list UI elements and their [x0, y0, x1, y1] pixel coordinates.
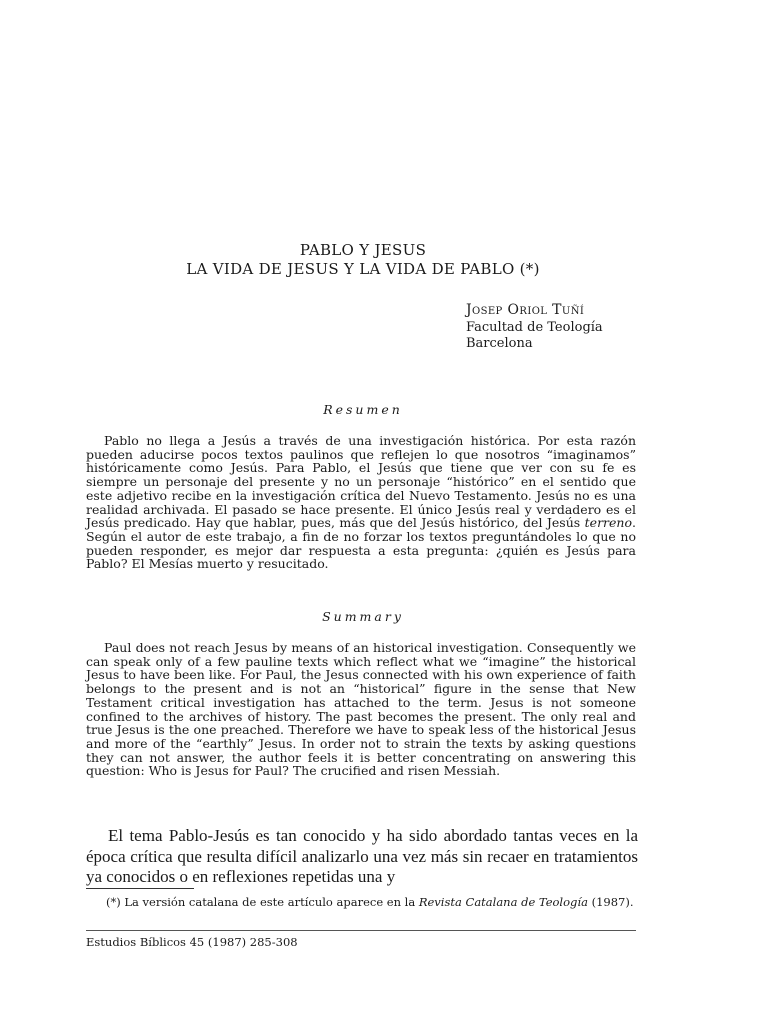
- footnote-text-part2: (1987).: [587, 895, 634, 909]
- footnote-text-part1: La versión catalana de este artículo aparece en la: [120, 895, 419, 909]
- resumen-text-part2: . Según el autor de este trabajo, a fin de no forzar los textos preguntándoles lo que no pueden responder, es mejor dar respuesta a esta pregunta: ¿quién es Jesús para Pablo? El Mesías muerto y resucitado.: [86, 515, 636, 572]
- footer-rule: [86, 930, 636, 931]
- title-line-1: PABLO Y JESUS: [299, 241, 427, 259]
- footnote-journal-name: Revista Catalana de Teología: [418, 895, 588, 909]
- resumen-text-part1: Pablo no llega a Jesús a través de una investigación histórica. Por esta razón pueden aducirse pocos textos paulinos que reflejen lo que nosotros “imaginamos” históricamente como Jesús. Para Pablo, el Jesús que tiene que ver con su fe es siempre un personaje del presente y no un personaje “histórico” en el sentido que este adjetivo recibe en la investigación crítica del Nuevo Testamento. Jesús no es una realidad archivada. El pasado se hace presente. El único Jesús real y verdadero es el Jesús predicado. Hay que hablar, pues, más que del Jesús histórico, del Jesús: [86, 433, 636, 531]
- author-city: Barcelona: [466, 336, 533, 351]
- resumen-heading: Resumen: [323, 402, 403, 417]
- body-paragraph: El tema Pablo-Jesús es tan conocido y ha sido abordado tantas veces en la época crítica que resulta difícil analizarlo una vez más sin recaer en tratamientos ya conocidos o en reflexiones repetidas una y: [86, 826, 638, 887]
- article-title: [85, 241, 641, 279]
- resumen-emphasis: terreno: [584, 515, 633, 531]
- author-name: Josep Oriol Tuñí: [466, 302, 585, 318]
- summary-heading: Summary: [322, 609, 404, 624]
- footnote: [86, 895, 636, 910]
- summary-text: Paul does not reach Jesus by means of an historical investigation. Consequently we can speak only of a few pauline texts which reflect what we “imagine” the historical Jesus to have been like. For Paul, the Jesus connected with his own experience of faith belongs to the present and is not an “historical” figure in the sense that New Testament critical investigation has attached to the term. Jesus is not someone confined to the archives of history. The past becomes the present. The only real and true Jesus is the one preached. Therefore we have to speak less of the historical Jesus and more of the “earthly” Jesus. In order not to strain the texts by asking questions they can not answer, the author feels it is better concentrating on answering this question: Who is Jesus for Paul? The crucified and risen Messiah.: [86, 640, 636, 779]
- journal-citation: Estudios Bíblicos 45 (1987) 285-308: [86, 935, 298, 949]
- resumen-text: [86, 434, 636, 571]
- title-line-2: LA VIDA DE JESUS Y LA VIDA DE PABLO (*): [186, 260, 540, 278]
- footnote-rule: [86, 888, 194, 889]
- author-block: [466, 302, 603, 352]
- footnote-marker: (*): [106, 895, 121, 909]
- author-affiliation: Facultad de Teología: [466, 320, 603, 335]
